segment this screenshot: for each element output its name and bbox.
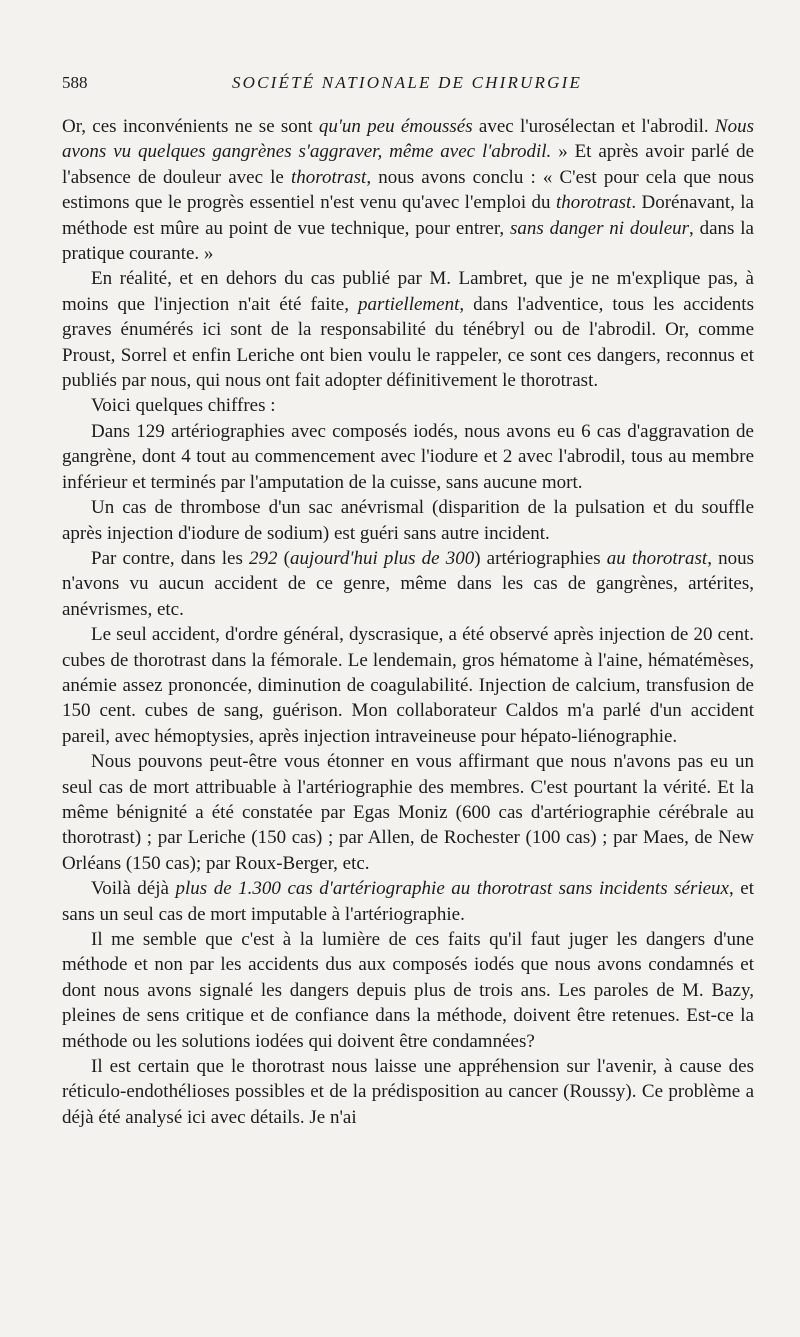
text-run: Il me semble que c'est à la lumière de ces faits qu'il faut juger les dangers d'une méthode et non par les accidents dus aux composés iodés que nous avons condamnés et dont nous avons signalé les dangers depuis plus de trois ans. Les paroles de M. Bazy, pleines de sens critique et de confiance dans la méthode, doivent être retenues. Est-ce la méthode ou les solutions iodées qui doivent être condamnées?: [62, 929, 754, 1052]
text-run: avec l'urosélectan et l'abrodil.: [472, 116, 715, 137]
italic-run: thorotrast: [290, 166, 367, 188]
paragraph: [62, 114, 754, 266]
text-run: Dans 129 artériographies avec composés iodés, nous avons eu 6 cas d'aggravation de gangrène, dont 4 tout au commencement avec l'iodure et 2 avec l'abrodil, tous au membre inférieur et terminés par l'amputation de la cuisse, sans aucune mort.: [62, 420, 754, 493]
text-run: Voici quelques chiffres :: [91, 395, 276, 417]
paragraph: [62, 419, 754, 495]
body-text: [62, 114, 754, 1130]
text-run: Nous pouvons peut-être vous étonner en vous affirmant que nous n'avons pas eu un seul cas de mort attribuable à l'artériographie des membres. C'est pourtant la vérité. Et la même bénignité a été constatée par Egas Moniz (600 cas d'artériographie cérébrale au thorotrast) ; par Leriche (150 cas) ; par Allen, de Rochester (100 cas) ; par Maes, de New Orléans (150 cas); par Roux-Berger, etc.: [62, 751, 754, 874]
text-run: , et sans un seul cas de mort imputable à l'artériographie.: [62, 878, 754, 925]
text-run: (: [277, 547, 290, 569]
italic-run: au thorotrast: [606, 547, 708, 569]
text-run: Il est certain que le thorotrast nous laisse une appréhension sur l'avenir, à cause des réticulo-endothélioses possibles et de la prédisposition au cancer (Roussy). Ce problème a déjà été analysé ici avec détails. Je n'ai: [62, 1056, 754, 1128]
paragraph: [62, 749, 754, 876]
text-run: Voilà déjà: [91, 878, 176, 900]
paragraph: [62, 927, 754, 1054]
paragraph: [62, 546, 754, 622]
text-run: Le seul accident, d'ordre général, dyscrasique, a été observé après injection de 20 cent. cubes de thorotrast dans la fémorale. Le lendemain, gros hématome à l'aine, hématémèses, anémie assez prononcée, diminution de coagulabilité. Injection de calcium, transfusion de 150 cent. cubes de sang, guérison. Mon collaborateur Caldos m'a parlé d'un accident pareil, avec hémoptysies, après injection intraveineuse pour hépato-liénographie.: [62, 624, 754, 747]
italic-run: Nous avons vu quelques gangrènes s'aggraver, même avec l'abrodil.: [62, 116, 754, 163]
text-run: ) artériographies: [474, 547, 607, 569]
italic-run: thorotrast: [555, 192, 632, 214]
text-run: Un cas de thrombose d'un sac anévrismal (disparition de la pulsation et du souffle après injection d'iodure de sodium) est guéri sans autre incident.: [62, 497, 754, 544]
paragraph: [62, 876, 754, 927]
paragraph: [62, 622, 754, 749]
text-run: , dans la pratique courante. »: [62, 217, 754, 265]
text-run: . Dorénavant, la méthode est mûre au point de vue technique, pour entrer,: [62, 192, 754, 239]
paragraph: [62, 1054, 754, 1130]
running-title: SOCIÉTÉ NATIONALE DE CHIRURGIE: [231, 73, 583, 92]
text-run: En réalité, et en dehors du cas publié par M. Lambret, que je ne m'explique pas, à moins que l'injection n'ait été faite,: [62, 268, 754, 315]
paragraph: [62, 393, 754, 418]
text-run: Or, ces inconvénients ne se sont: [62, 116, 319, 137]
text-run: , nous n'avons vu aucun accident de ce genre, même dans les cas de gangrènes, artérites, anévrismes, etc.: [62, 547, 754, 620]
text-run: » Et après avoir parlé de l'absence de douleur avec le: [62, 141, 755, 188]
italic-run: plus de 1.300 cas d'artériographie au thorotrast sans incidents sérieux: [175, 878, 729, 900]
text-run: , nous avons conclu : « C'est pour cela que nous estimons que le progrès essentiel n'est venu qu'avec l'emploi du: [62, 166, 754, 214]
paragraph: [62, 266, 754, 393]
italic-run: sans danger ni douleur: [510, 217, 690, 239]
italic-run: 292: [248, 547, 278, 569]
italic-run: qu'un peu émoussés: [318, 116, 473, 137]
text-run: Par contre, dans les: [91, 547, 249, 569]
paragraph: [62, 495, 754, 546]
italic-run: aujourd'hui plus de 300: [289, 547, 475, 569]
text-run: , dans l'adventice, tous les accidents graves énumérés ici sont de la responsabilité du ténébryl ou de l'abrodil. Or, comme Proust, Sorrel et enfin Leriche ont bien voulu le rappeler, ce sont ces dangers, reconnus et publiés par nous, qui nous ont fait adopter définitivement le thorotrast.: [62, 293, 754, 392]
italic-run: partiellement: [358, 293, 460, 315]
page-header: [62, 70, 752, 96]
page-number: 588: [62, 73, 88, 92]
